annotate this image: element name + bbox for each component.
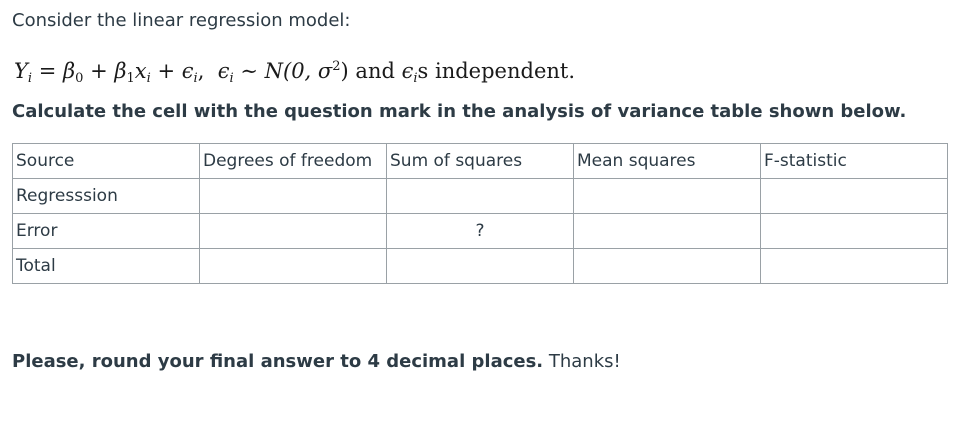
eq-eps3: ϵ [401,59,414,83]
eq-and: and [355,59,395,83]
eq-x-sub: i [146,71,151,86]
eq-beta1: β [114,59,127,83]
cell-ms [574,214,761,249]
eq-eps1-sub: i [193,71,198,86]
table-row-error [13,214,948,249]
table-row-total [13,249,948,284]
cell-ss [387,249,574,284]
cell-ms [574,179,761,214]
table-header-row [13,144,948,179]
eq-eps2: ϵ [217,59,230,83]
eq-eps1: ϵ [181,59,194,83]
cell-df [200,214,387,249]
anova-table [12,143,948,284]
table-row-regression [13,179,948,214]
regression-equation: $Y_i = \beta_0 + \beta_1x_i + \epsilon_i$, $\epsilon_i$ ∼ N(0, $\sigma^2$) and $\epsilon_is$ independent. [14,59,576,86]
header-sum-of-squares: Sum of squares [387,144,574,179]
footer-note [12,350,621,374]
eq-x: x [134,59,147,83]
cell-f [761,179,948,214]
eq-normal-close: ) [340,59,349,83]
cell-ms [574,249,761,284]
eq-normal: N(0, σ [264,59,333,83]
eq-y-sub: i [27,71,33,86]
intro-text: Consider the linear regression model: [12,10,351,31]
footer-normal-text: Thanks! [543,351,621,372]
cell-source: Regresssion [13,179,200,214]
eq-normal-sup: 2 [332,59,341,74]
cell-df [200,249,387,284]
eq-beta1-sub: 1 [126,71,135,86]
cell-source: Error [13,214,200,249]
eq-beta0: β [63,59,76,83]
eq-beta0-sub: 0 [75,71,84,86]
header-mean-squares: Mean squares [574,144,761,179]
instruction-text: Calculate the cell with the question mark in the analysis of variance table shown below. [12,101,907,122]
eq-eps2-sub: i [229,71,234,86]
cell-df [200,179,387,214]
cell-ss-question: ? [387,214,574,249]
footer-bold-text: Please, round your final answer to 4 decimal places. [12,351,544,372]
eq-eps3-sub: i [413,71,418,86]
cell-ss [387,179,574,214]
header-f-statistic: F-statistic [761,144,948,179]
cell-source: Total [13,249,200,284]
cell-f [761,214,948,249]
header-degrees-of-freedom: Degrees of freedom [200,144,387,179]
eq-y: Y [14,59,28,83]
eq-tail: s independent. [417,59,576,83]
cell-f [761,249,948,284]
header-source: Source [13,144,200,179]
